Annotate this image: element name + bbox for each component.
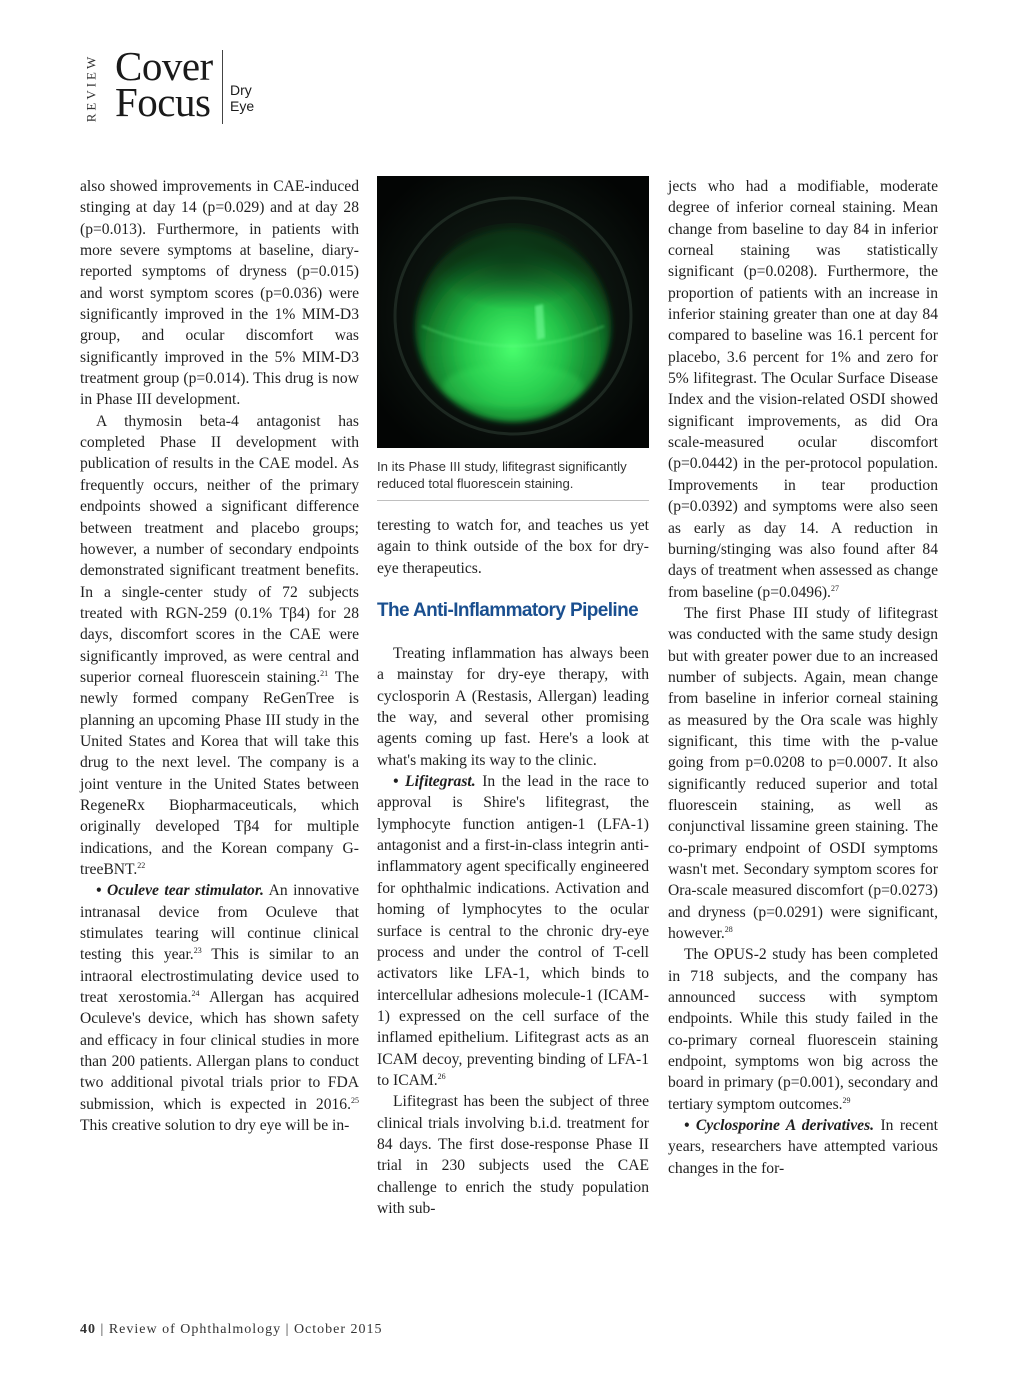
- ref-25: 25: [351, 1095, 359, 1105]
- ref-27: 27: [830, 583, 839, 593]
- col2-p3-text: In the lead in the race to approval is Shire's lifitegrast, the lymphocyte function antigen-1 (LFA-1) antagonist and a first-in-class integrin anti-inflammatory agent specifically engineered for ophthalmic indications. Activation and homing of lymphocytes to the ocular surface is central to the chronic dry-eye process and under the control of T-cell activators like LFA-1, which binds to intercellular adhesions molecule-1 (ICAM-1) expressed on the cell surface of the inflamed epithelium. Lifitegrast acts as an ICAM decoy, preventing binding of LFA-1 to ICAM.: [377, 773, 649, 1089]
- col1-paragraph-2: [80, 411, 359, 881]
- ref-21: 21: [320, 668, 329, 678]
- col2-paragraph-2: Treating inflammation has always been a mainstay for dry-eye therapy, with cyclosporin A (Restasis, Allergan) leading the way, and several other promising agents coming up fast. Here's a look at what's making its way to the clinic.: [377, 645, 649, 769]
- lifitegrast-lead: • Lifitegrast.: [393, 773, 476, 791]
- section-heading: The Anti-Inflammatory Pipeline: [377, 600, 639, 622]
- fluorescein-stained-cornea-photo: [377, 176, 649, 448]
- col2-paragraph-3: [377, 771, 649, 1091]
- col3-p2-text: The first Phase III study of lifitegrast was conducted with the same study design but with greater power due to an increased number of subjects. Again, mean change from baseline in inferior corneal staining as measured by the Ora scale was highly significant, this time with the p-value going from p=0.0208 to p=0.0007. It also significantly reduced superior and total fluorescein staining, as well as conjunctival lissamine green staining. The co-primary endpoint of OSDI symptoms wasn't met. Secondary symptom scores for Ora-scale measured discomfort (p=0.0273) and dryness (p=0.0291) were significant, however.: [668, 604, 938, 943]
- ref-22: 22: [137, 861, 146, 870]
- col1-p2b-text: The newly formed company ReGenTree is planning an upcoming Phase III study in the United States and Korea that will take this drug to the next level. The company is a joint venture in the United States between RegeneRx Biopharmaceuticals, which originally developed Tβ4 for multiple indications, and the Korean company G-treeBNT.: [80, 668, 359, 878]
- ref-29: 29: [842, 1095, 851, 1105]
- col3-p1-text: jects who had a modifiable, moderate degree of inferior corneal staining. Mean change from baseline to day 84 in inferior corneal staining was statistically significant (p=0.0208). Furthermore, the proportion of patients with an increase in inferior staining greater than one at day 84 compared to baseline was 16.1 percent for placebo, 3.6 percent for 1% and zero for 5% lifitegrast. The Ocular Surface Disease Index and the vision-related OSDI showed significant improvements, as did Ora scale-measured ocular discomfort (p=0.0442) in the per-protocol population. Improvements in tear production (p=0.0392) and symptoms were also seen as early as day 14. A reduction in burning/stinging was also found after 84 days of treatment when assessed as change from baseline (p=0.0496).: [668, 178, 938, 601]
- col1-paragraph-1: also showed improvements in CAE-induced stinging at day 14 (p=0.029) and at day 28 (p=0.013). Furthermore, in patients with more severe symptoms at baseline, diary-reported symptoms of dryness (p=0.015) and worst symptom scores (p=0.036) were significantly improved in the 1% MIM-D3 group, and ocular discomfort was significantly improved in the 5% MIM-D3 treatment group (p=0.014). This drug is now in Phase III development.: [80, 178, 359, 409]
- cover-focus-title: [115, 43, 213, 125]
- col3-p3-text: The OPUS-2 study has been completed in 718 subjects, and the company has announced success with symptom endpoints. While this study failed in the co-primary corneal fluorescein staining endpoint, symptoms won big across the board in primary (p=0.001), secondary and tertiary symptom outcomes.: [668, 946, 938, 1113]
- col3-paragraph-4: [668, 1115, 938, 1179]
- cyclosporine-lead: • Cyclosporine A derivatives.: [684, 1117, 875, 1135]
- col3-p4-text: In recent years, researchers have attempted various changes in the for-: [668, 1117, 938, 1177]
- col2-paragraph-1: teresting to watch for, and teaches us yet again to think outside of the box for dry-eye therapeutics.: [377, 517, 649, 577]
- col3-paragraph-3: [668, 944, 938, 1115]
- col1-p3-text: An innovative intranasal device from Oculeve that stimulates tearing will continue clinical testing this year.: [80, 882, 359, 964]
- column-3: [668, 176, 938, 1179]
- issue-date: October 2015: [293, 1322, 383, 1337]
- ref-23: 23: [193, 946, 202, 956]
- column-2: [377, 176, 649, 1219]
- header-divider: [222, 50, 223, 124]
- review-label: REVIEW: [83, 53, 99, 123]
- column-1: [80, 176, 359, 1136]
- oculeve-lead: • Oculeve tear stimulator.: [96, 882, 264, 900]
- review-label-vertical: [80, 48, 102, 128]
- ref-28: 28: [724, 925, 733, 935]
- figure-caption: In its Phase III study, lifitegrast significantly reduced total fluorescein staining.: [377, 458, 649, 501]
- cover-word: Cover: [115, 43, 213, 89]
- col1-p3d-text: This creative solution to dry eye will be in-: [80, 1117, 350, 1135]
- ref-24: 24: [191, 989, 200, 999]
- col3-paragraph-2: [668, 603, 938, 945]
- page-footer: [80, 1322, 383, 1338]
- focus-word: Focus: [115, 79, 211, 125]
- publication-name: Review of Ophthalmology: [108, 1322, 282, 1337]
- col2-paragraph-4: Lifitegrast has been the subject of three clinical trials involving b.i.d. treatment for 84 days. The first dose-response Phase II trial in 230 subjects used the CAE challenge to enrich the study population with sub-: [377, 1093, 649, 1217]
- ref-26: 26: [437, 1071, 446, 1081]
- page-number: 40: [80, 1322, 96, 1337]
- topic-label: Dry Eye: [230, 82, 255, 114]
- cornea-image-icon: [377, 176, 649, 448]
- footer-sep-2: |: [281, 1322, 294, 1337]
- col1-p3b-text: This is similar to an intraoral electrostimulating device used to treat xerostomia.: [80, 946, 359, 1007]
- col2-body: [377, 515, 649, 1219]
- col1-paragraph-3: [80, 880, 359, 1136]
- col1-p2-text: A thymosin beta-4 antagonist has completed Phase II development with publication of results in the CAE model. As frequently occurs, neither of the primary endpoints showed a significant difference between treatment and placebo groups; however, a number of secondary endpoints demonstrated significant treatment benefits. In a single-center study of 72 subjects treated with RGN-259 (0.1% Tβ4) for 28 days, discomfort scores in the CAE were significantly improved, as were central and superior corneal fluorescein staining.: [80, 412, 359, 686]
- footer-sep-1: |: [96, 1322, 109, 1337]
- col1-p3c-text: Allergan has acquired Oculeve's device, which has shown safety and efficacy in four clinical studies in more than 200 patients. Allergan plans to conduct two additional pivotal trials prior to FDA submission, which is expected in 2016.: [80, 989, 359, 1113]
- col3-paragraph-1: [668, 176, 938, 603]
